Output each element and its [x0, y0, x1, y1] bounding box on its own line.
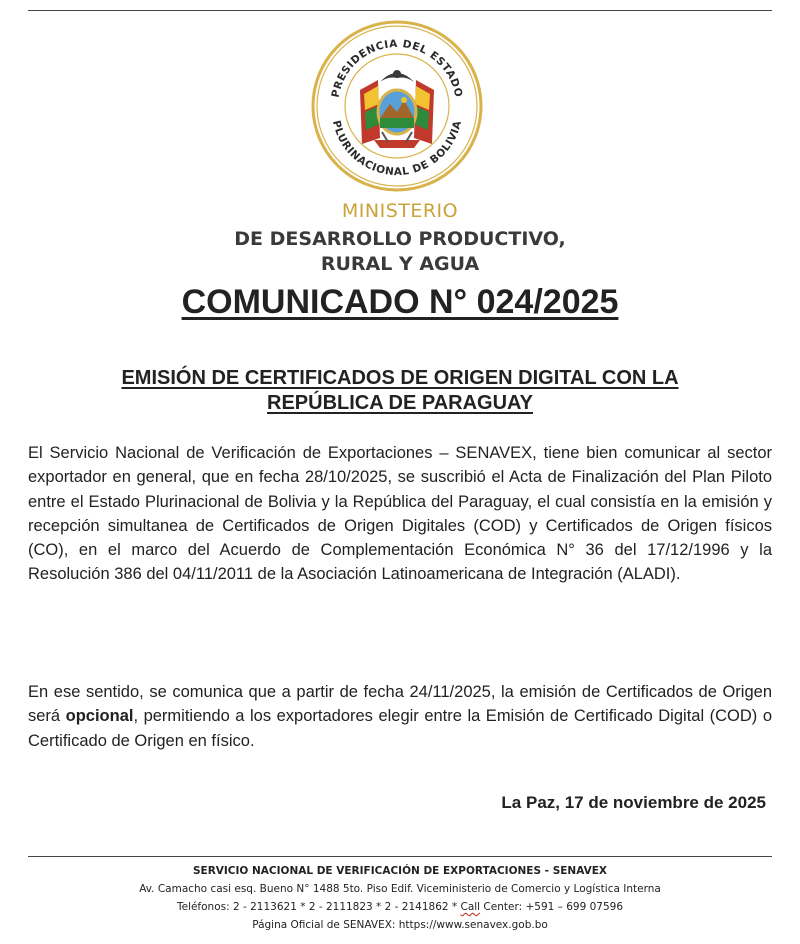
paragraph2-text-end: , permitiendo a los exportadores elegir entre la Emisión de Certificado Digital (COD) o Certificado de Origen en físico.: [28, 707, 772, 750]
ministry-name: [0, 227, 800, 277]
footer-call-word: Call: [460, 901, 481, 913]
footer-organization: SERVICIO NACIONAL DE VERIFICACIÓN DE EXPORTACIONES - SENAVEX: [192, 865, 608, 877]
ministry-name-line1: DE DESARROLLO PRODUCTIVO,: [234, 228, 566, 250]
body-paragraph-2: [28, 680, 772, 753]
bottom-divider: [28, 856, 772, 857]
body-paragraph-1: El Servicio Nacional de Verificación de Exportaciones – SENAVEX, tiene bien comunicar al sector exportador en general, que en fecha 28/10/2025, se suscribió el Acta de Finalización del Plan Piloto entre el Estado Plurinacional de Bolivia y la República del Paraguay, el cual consistía en la emisión y recepción simultanea de Certificados de Origen Digitales (COD) y Certificados de Origen físicos (CO), en el marco del Acuerdo de Complementación Económica N° 36 del 17/12/1996 y la Resolución 386 del 04/11/2011 de la Asociación Latinoamericana de Integración (ALADI).: [28, 444, 772, 584]
top-divider: [28, 10, 772, 11]
ministry-name-line2: RURAL Y AGUA: [320, 253, 480, 275]
subject-line1: EMISIÓN DE CERTIFICADOS DE ORIGEN DIGITAL CON LA: [121, 367, 679, 389]
seal-emblem-icon: [308, 20, 486, 192]
footer-website: Página Oficial de SENAVEX: https://www.senavex.gob.bo: [252, 919, 548, 931]
subject-line2: REPÚBLICA DE PARAGUAY: [267, 392, 533, 414]
ministry-label: MINISTERIO: [341, 200, 459, 222]
footer-phones: [0, 898, 800, 916]
footer-phones-prefix: Teléfonos: 2 - 2113621 * 2 - 2111823 * 2 - 2141862 *: [176, 901, 461, 913]
seal-bottom-text: PLURINACIONAL DE BOLIVIA: [329, 119, 465, 179]
footer-phones-suffix: Center: +591 – 699 07596: [480, 901, 624, 913]
seal-top-text: PRESIDENCIA DEL ESTADO: [329, 37, 465, 99]
paragraph2-bold-word: opcional: [65, 707, 134, 726]
communique-subject: [60, 366, 740, 416]
footer-address: Av. Camacho casi esq. Bueno N° 1488 5to. Piso Edif. Viceministerio de Comercio y Logística Interna: [139, 883, 661, 895]
footer: [0, 862, 800, 934]
communique-title: COMUNICADO N° 024/2025: [181, 283, 619, 321]
paragraph2-text-start: En ese sentido, se comunica que a partir de fecha 24/11/2025, la emisión de Certificados de Origen será: [28, 683, 772, 726]
presidential-seal: [308, 20, 486, 192]
date-line: La Paz, 17 de noviembre de 2025: [501, 793, 766, 812]
